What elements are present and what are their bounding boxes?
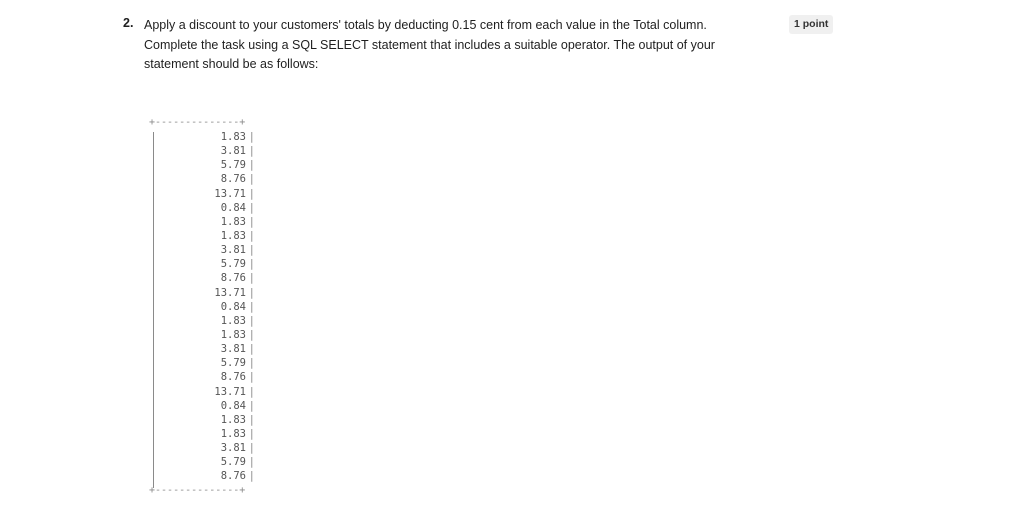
table-row: [156, 370, 270, 384]
table-row: [156, 201, 270, 215]
table-row: [156, 257, 270, 271]
total-value: 5.79: [220, 357, 246, 370]
table-row: [156, 243, 270, 257]
table-row: [156, 215, 270, 229]
table-row: [156, 342, 270, 356]
table-row: [156, 158, 270, 172]
table-row: [156, 271, 270, 285]
column-separator: |: [248, 357, 255, 370]
total-value: 3.81: [220, 343, 246, 356]
total-value: 13.71: [214, 385, 246, 398]
column-separator: |: [248, 399, 255, 412]
total-value: 1.83: [220, 427, 246, 440]
column-separator: |: [248, 258, 255, 271]
sql-output-table: [146, 113, 276, 503]
table-row: [156, 187, 270, 201]
table-border-top: +--------------+: [149, 117, 246, 128]
column-separator: |: [248, 385, 255, 398]
total-value: 0.84: [220, 399, 246, 412]
total-value: 1.83: [220, 215, 246, 228]
table-row: [156, 328, 270, 342]
column-separator: |: [248, 159, 255, 172]
table-row: [156, 130, 270, 144]
column-separator: |: [248, 371, 255, 384]
table-row: [156, 229, 270, 243]
total-value: 13.71: [214, 187, 246, 200]
column-separator: |: [248, 343, 255, 356]
column-separator: |: [248, 131, 255, 143]
table-row: [156, 399, 270, 413]
table-row: [156, 427, 270, 441]
column-separator: |: [248, 201, 255, 214]
column-separator: |: [248, 187, 255, 200]
table-left-border: [153, 132, 154, 488]
column-separator: |: [248, 456, 255, 469]
table-row: [156, 300, 270, 314]
table-rows: [156, 130, 270, 484]
column-separator: |: [248, 314, 255, 327]
column-separator: |: [248, 244, 255, 257]
column-separator: |: [248, 145, 255, 158]
total-value: 0.84: [220, 201, 246, 214]
total-value: 8.76: [220, 272, 246, 285]
total-value: 8.76: [220, 173, 246, 186]
table-row: [156, 441, 270, 455]
column-separator: |: [248, 328, 255, 341]
column-separator: |: [248, 272, 255, 285]
table-row: [156, 172, 270, 186]
table-row: [156, 144, 270, 158]
total-value: 3.81: [220, 442, 246, 455]
table-row: [156, 356, 270, 370]
total-value: 1.83: [220, 131, 246, 143]
column-separator: |: [248, 229, 255, 242]
points-badge: 1 point: [789, 15, 833, 34]
column-separator: |: [248, 470, 255, 483]
table-border-bottom: +--------------+: [149, 485, 246, 496]
column-separator: |: [248, 442, 255, 455]
total-value: 5.79: [220, 258, 246, 271]
column-separator: |: [248, 286, 255, 299]
question-text: Apply a discount to your customers' totals by deducting 0.15 cent from each value in the Total column. Complete the task using a SQL SELECT statement that includes a suitable operator. The output of your statement should be as follows:: [144, 18, 715, 71]
total-value: 8.76: [220, 470, 246, 483]
table-row: [156, 314, 270, 328]
total-value: 0.84: [220, 300, 246, 313]
total-value: 3.81: [220, 244, 246, 257]
column-separator: |: [248, 215, 255, 228]
total-value: 5.79: [220, 159, 246, 172]
column-separator: |: [248, 427, 255, 440]
total-value: 1.83: [220, 314, 246, 327]
column-separator: |: [248, 300, 255, 313]
column-separator: |: [248, 173, 255, 186]
total-value: 13.71: [214, 286, 246, 299]
column-separator: |: [248, 413, 255, 426]
table-row: [156, 385, 270, 399]
table-row: [156, 413, 270, 427]
total-value: 8.76: [220, 371, 246, 384]
total-value: 1.83: [220, 328, 246, 341]
total-value: 3.81: [220, 145, 246, 158]
total-value: 5.79: [220, 456, 246, 469]
table-row: [156, 469, 270, 483]
total-value: 1.83: [220, 229, 246, 242]
total-value: 1.83: [220, 413, 246, 426]
question-number: 2.: [123, 16, 134, 30]
table-row: [156, 455, 270, 469]
table-row: [156, 286, 270, 300]
